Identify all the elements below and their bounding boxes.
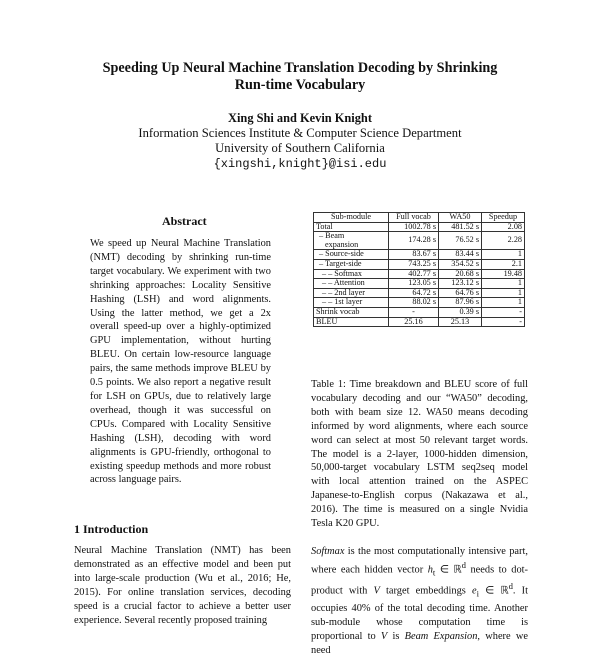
table-row [314,222,525,232]
abstract-heading: Abstract [162,214,207,228]
math-in-r: ∈ ℝ [435,564,462,576]
math-h: h [427,564,433,576]
row-name: – – Attention [314,279,389,289]
row-full: 64.72 s [389,288,439,298]
row-speedup: 1 [482,288,525,298]
row-full: 1002.78 s [389,222,439,232]
row-speedup: 2.1 [482,259,525,269]
header-full-vocab: Full vocab [389,213,439,223]
table-row [314,317,525,327]
math-in-r: ∈ ℝ [479,585,509,597]
row-wa50: 64.76 s [439,288,482,298]
affiliation-university: University of Southern California [215,141,385,155]
text-span: , where we need [311,630,528,656]
row-full: 25.16 [389,317,439,327]
softmax-paragraph [311,545,528,657]
text-span: is the most computationally intensive part, where each hidden vector [311,546,528,576]
row-wa50: 87.96 s [439,298,482,308]
row-name: – – Softmax [314,269,389,279]
math-sup-d: d [461,559,466,570]
text-span: . It occupies 40% of the total decoding time. Another sub-module whose computation time is proportional to [311,585,528,642]
row-name: – – 2nd layer [314,288,389,298]
math-sub-t: t [432,567,436,578]
paper-title-line2: Run-time Vocabulary [234,77,366,93]
row-wa50: 25.13 [439,317,482,327]
math-V: V [380,630,388,642]
beam-expansion-term: Beam Expansion [404,630,478,642]
math-V: V [373,585,380,597]
row-wa50: 354.52 s [439,259,482,269]
text-span: target embeddings [379,585,472,597]
row-speedup: 1 [482,298,525,308]
row-name: – Target-side [314,259,389,269]
row-full: 83.67 s [389,250,439,260]
caption-paragraph: Table 1: Time breakdown and BLEU score of full vocabulary decoding and our “WA50” decoding, both with beam size 12. WA50 means decoding informed by word alignments, where each source word can select at most 50 relevant target words. The model is a 2-layer, 1000-hidden dimension, 50,000-target vocabulary LSTM seq2seq model with local attention trained on the ASPEC Japanese-to-English corpus (Nakazawa et al., 2016). The time is measured on a single Nvidia Tesla K20 GPU. [311,379,528,530]
authors: Xing Shi and Kevin Knight [228,111,372,125]
table-row [314,307,525,317]
header-submodule: Sub-module [314,213,389,223]
text-span: needs to dot-product with [311,564,528,597]
row-wa50: 123.12 s [439,279,482,289]
row-speedup: 2.28 [482,232,525,250]
header-wa50: WA50 [439,213,482,223]
row-wa50: 20.68 s [439,269,482,279]
row-name-line2: expansion [325,239,359,249]
table-row [314,232,525,250]
row-speedup: - [482,307,525,317]
row-wa50: 481.52 s [439,222,482,232]
row-name: – Source-side [314,250,389,260]
author-email: {xingshi,knight}@isi.edu [213,157,387,171]
row-speedup: 2.08 [482,222,525,232]
row-speedup: 1 [482,279,525,289]
row-wa50: 0.39 s [439,307,482,317]
row-name: – – 1st layer [314,298,389,308]
row-speedup: 19.48 [482,269,525,279]
affiliation-department: Information Sciences Institute & Computer Science Department [138,126,462,140]
math-sub-i: i [476,588,479,599]
row-name-line1: – Beam [319,231,345,241]
row-full: - [389,307,439,317]
abstract-paragraph: We speed up Neural Machine Translation (NMT) decoding by shrinking run-time target vocabulary. We experiment with two shrinking approaches: Locality Sensitive Hashing (LSH) and word alignments. Using the latter method, we get a 2x overall speed-up over a highly-optimized GPU implementation, without hurting BLEU. On certain low-resource language pairs, the same methods improve BLEU by 0.5 points. We also report a negative result for LSH on GPUs, due to relatively large overhead, though it was successful on CPUs. Compared with Locality Sensitive Hashing (LSH), decoding with word alignments is GPU-friendly, orthogonal to existing speedup methods and more robust across language pairs. [90,238,271,486]
right-column-body [311,545,528,657]
row-name: BLEU [314,317,389,327]
table-row [314,279,525,289]
softmax-term: Softmax [311,546,345,557]
introduction-heading: 1 Introduction [74,522,149,536]
header-speedup: Speedup [482,213,525,223]
table-row [314,298,525,308]
row-full: 88.02 s [389,298,439,308]
timing-table [313,212,525,327]
math-e: e [471,585,477,597]
row-speedup: 1 [482,250,525,260]
row-wa50: 83.44 s [439,250,482,260]
row-name: Shrink vocab [314,307,389,317]
table-header-row [314,213,525,223]
text-span: is [387,630,405,642]
row-name: Total [314,222,389,232]
row-full: 743.25 s [389,259,439,269]
row-full: 402.77 s [389,269,439,279]
row-wa50: 76.52 s [439,232,482,250]
row-full: 174.28 s [389,232,439,250]
row-speedup: - [482,317,525,327]
table-caption [311,378,528,531]
abstract-text [90,237,271,487]
introduction-text [74,544,291,627]
introduction-paragraph: Neural Machine Translation (NMT) has been demonstrated as an effective model and been put into large-scale production (Wu et al., 2016; He, 2015). For online translation services, decoding speed is a crucial factor to achieve a better user experience. Several recently proposed training [74,545,291,626]
table-row [314,259,525,269]
math-sup-d: d [508,581,513,592]
row-name [314,232,389,250]
row-full: 123.05 s [389,279,439,289]
paper-title-line1: Speeding Up Neural Machine Translation Decoding by Shrinking [102,60,498,76]
